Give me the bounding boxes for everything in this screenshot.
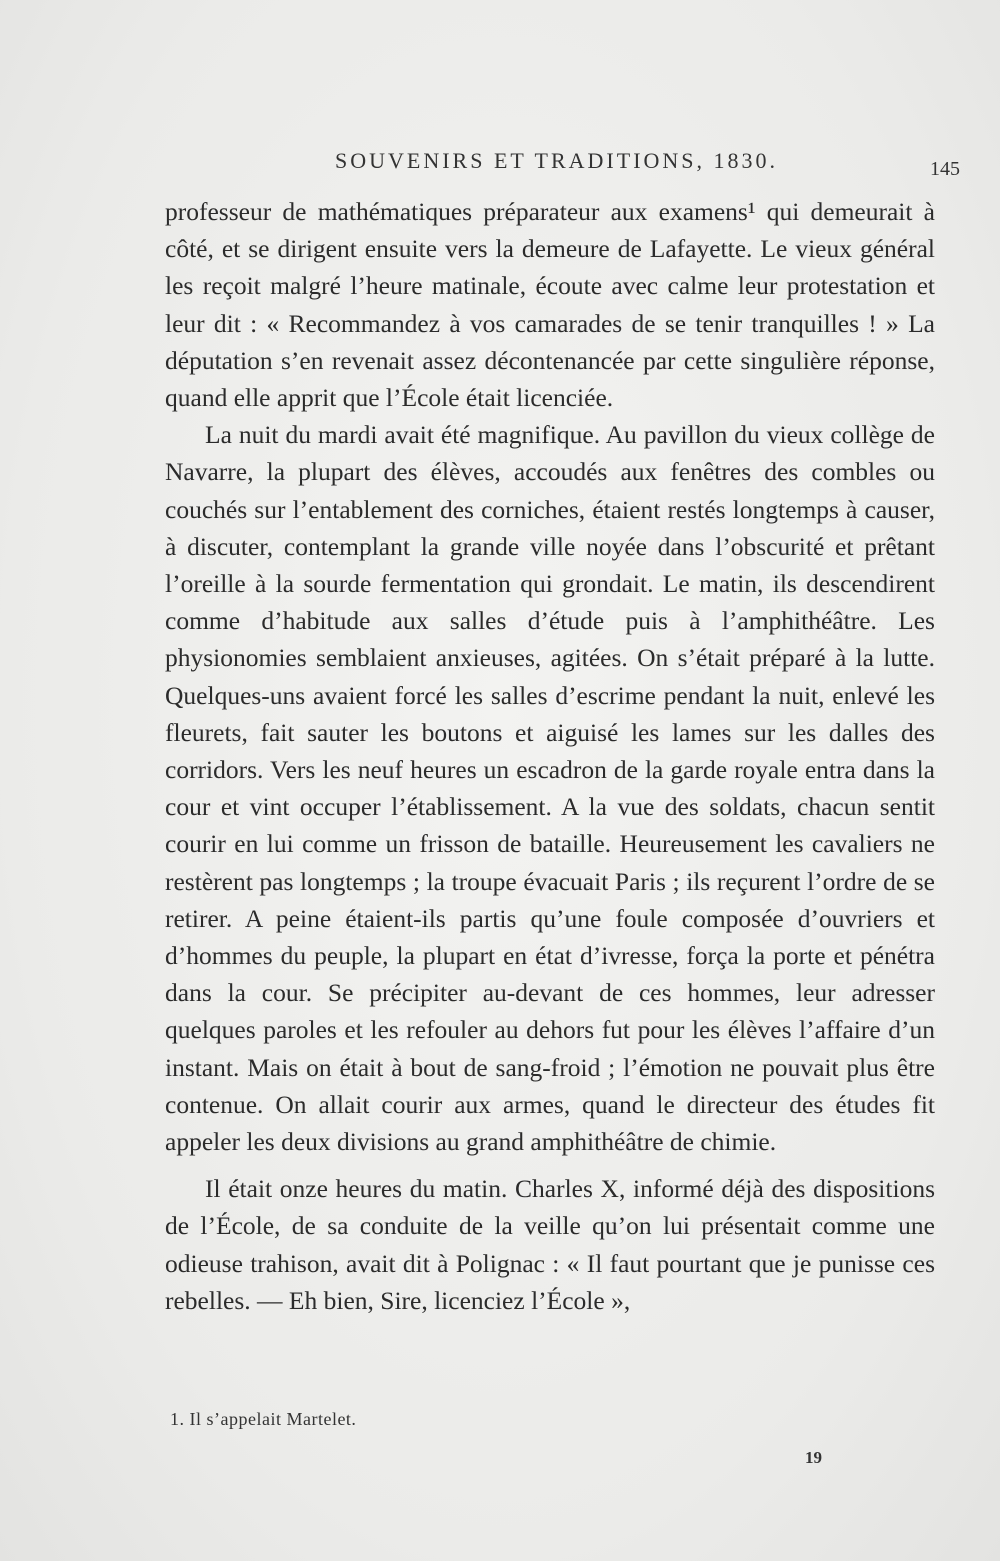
- running-header: SOUVENIRS ET TRADITIONS, 1830.: [335, 148, 779, 173]
- paragraph-3: Il était onze heures du matin. Charles X, informé déjà des dispositions de l’École, de sa conduite de la veille qu’on lui présentait comme une odieuse trahison, avait dit à Polignac : « Il faut pourtant que je punisse ces rebelles. — Eh bien, Sire, licenciez l’École »,: [165, 1174, 935, 1315]
- paragraph-1: professeur de mathématiques préparateur aux examens¹ qui demeurait à côté, et se dirigent ensuite vers la demeure de Lafayette. Le vieux général les reçoit malgré l’heure matinale, écoute avec calme leur protestation et leur dit : « Recommandez à vos camarades de se tenir tranquilles ! » La députation s’en revenait assez décontenancée par cette singulière réponse, quand elle apprit que l’École était licenciée.: [165, 197, 935, 413]
- body-text: [165, 193, 935, 1319]
- signature-mark: 19: [805, 1448, 822, 1467]
- paragraph-2: La nuit du mardi avait été magnifique. Au pavillon du vieux collège de Navarre, la plupart des élèves, accoudés aux fenêtres des combles ou couchés sur l’entablement des corniches, étaient restés longtemps à causer, à discuter, contemplant la grande ville noyée dans l’obscurité et prêtant l’oreille à la sourde fermentation qui grondait. Le matin, ils descendirent comme d’habitude aux salles d’étude puis à l’amphithéâtre. Les physionomies semblaient anxieuses, agitées. On s’était préparé à la lutte. Quelques-uns avaient forcé les salles d’escrime pendant la nuit, enlevé les fleurets, fait sauter les boutons et aiguisé les lames sur les dalles des corridors. Vers les neuf heures un escadron de la garde royale entra dans la cour et vint occuper l’établissement. A la vue des soldats, chacun sentit courir en lui comme un frisson de bataille. Heureusement les cavaliers ne restèrent pas longtemps ; la troupe évacuait Paris ; ils reçurent l’ordre de se retirer. A peine étaient-ils partis qu’une foule composée d’ouvriers et d’hommes du peuple, la plupart en état d’ivresse, força la porte et pénétra dans la cour. Se précipiter au-devant de ces hommes, leur adresser quelques paroles et les refouler au dehors fut pour les élèves l’affaire d’un instant. Mais on était à bout de sang-froid ; l’émotion ne pouvait plus être contenue. On allait courir aux armes, quand le directeur des études fit appeler les deux divisions au grand amphithéâtre de chimie.: [165, 420, 935, 1157]
- page-number: 145: [930, 158, 960, 180]
- footnote: 1. Il s’appelait Martelet.: [170, 1409, 357, 1429]
